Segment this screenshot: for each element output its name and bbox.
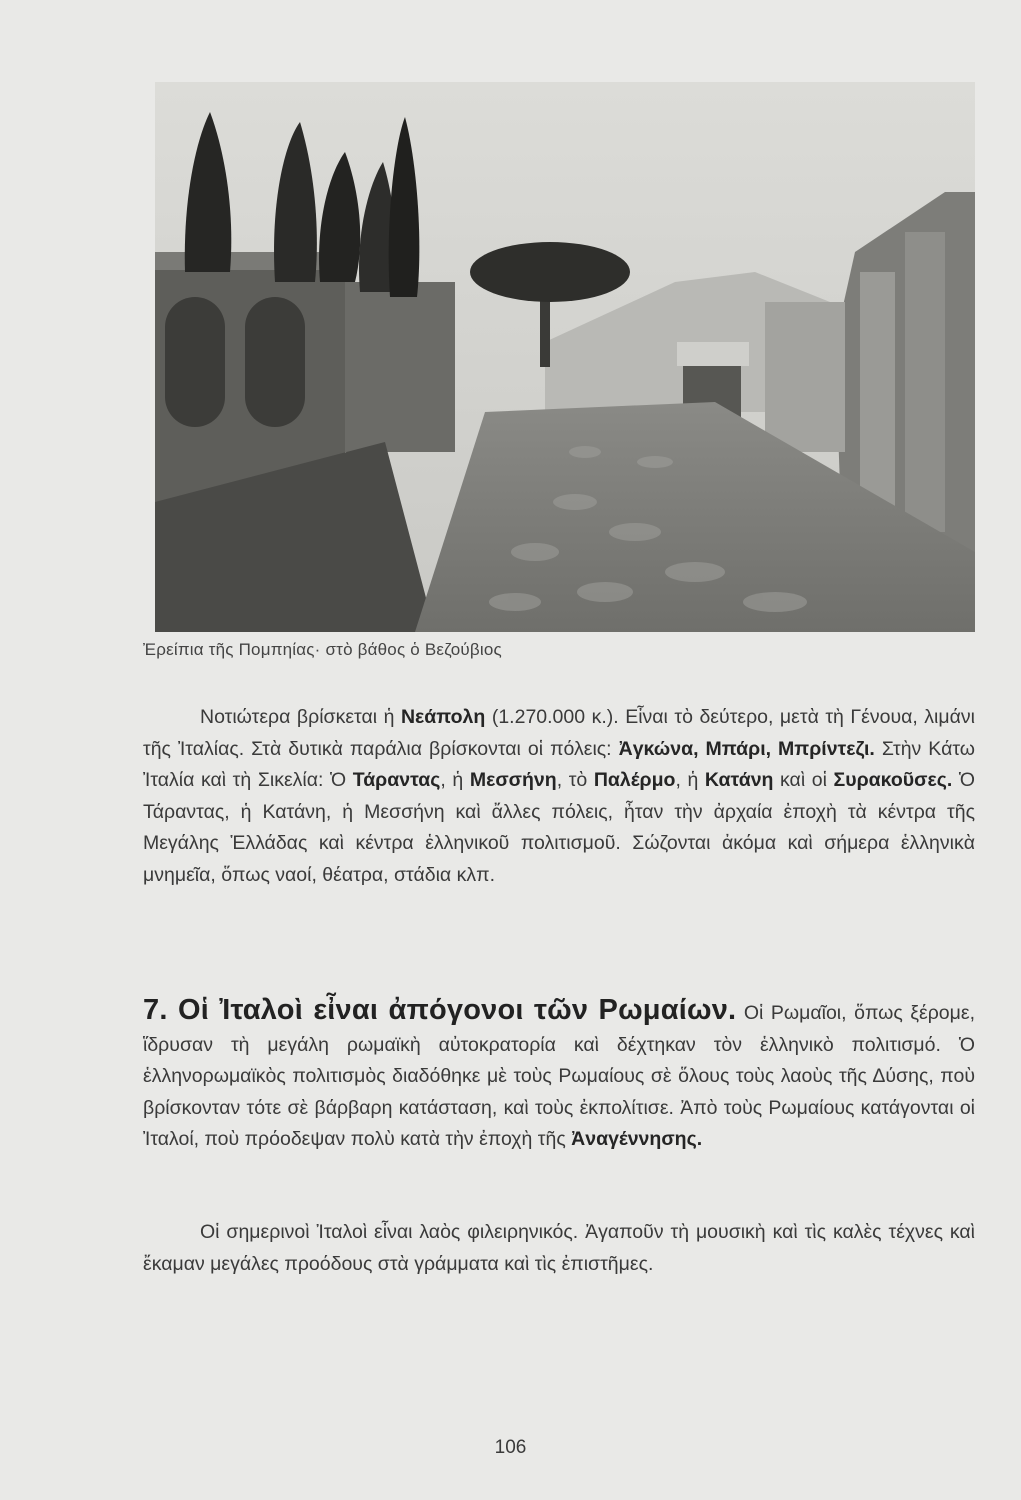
text-run: Στὴν Κάτω Ἰταλία καὶ τὴ Σικελία: Ὁ (143, 737, 975, 791)
pompeii-photo (155, 82, 975, 632)
text-run: Ὁ Τάραντας, ἡ Κατάνη, ἡ Μεσσήνη καὶ ἄλλες πόλεις, ἦταν τὴν ἀρχαία ἐποχὴ τὰ κέντρα τῆς Μεγάλης Ἑλλάδας καὶ κέντρα ἑλληνικοῦ πολιτισμοῦ. Σώζονται ἀκόμα καὶ σήμερα ἑλληνικὰ μνημεῖα, ὅπως ναοί, θέατρα, στάδια κλπ. (143, 769, 975, 886)
figure-caption: Ἐρείπια τῆς Πομπηίας· στὸ βάθος ὁ Βεζούβιος (143, 640, 502, 659)
paragraph-cities (143, 702, 975, 891)
bold-term: Νεάπολη (400, 706, 486, 728)
text-run: Νοτιώτερα βρίσκεται ἡ (200, 706, 401, 728)
page-number: 106 (494, 1437, 527, 1458)
text-run: καὶ οἱ (773, 769, 834, 791)
text-run: (1.270.000 κ.). Εἶναι τὸ δεύτερο, μετὰ τὴ Γένουα, λιμάνι τῆς Ἰταλίας. Στὰ δυτικὰ παράλια βρίσκονται οἱ πόλεις: (143, 706, 975, 760)
bold-term: Μεσσήνη (469, 769, 557, 791)
text-run: , ἡ (440, 769, 470, 791)
bold-term: Ἀναγέννησης. (571, 1128, 703, 1150)
text-run: Οἱ Ρωμαῖοι, ὅπως ξέρομε, ἵδρυσαν τὴ μεγάλη ρωμαϊκὴ αὐτοκρατορία καὶ δέχτηκαν τὸν ἑλληνικὸ πολιτισμό. Ὁ ἑλληνορωμαϊκὸς πολιτισμὸς διαδόθηκε μὲ τοὺς Ρωμαίους σὲ ὅλους τοὺς λαοὺς τῆς Δύσης, ποὺ βρίσκονταν τότε σὲ βάρβαρη κατάσταση, καὶ τοὺς ἐκπολίτισε. Ἀπὸ τοὺς Ρωμαίους κατάγονται οἱ Ἰταλοί, ποὺ πρόοδεψαν πολὺ κατὰ τὴν ἐποχὴ τῆς (143, 1002, 975, 1150)
text-run: , τὸ (556, 769, 594, 791)
bold-term: Συρακοῦσες. (833, 769, 953, 791)
text-run: , ἡ (675, 769, 705, 791)
section-7-paragraph (143, 995, 975, 1156)
photo-pompeii-ruins-icon (155, 82, 975, 632)
section-heading: 7. Οἱ Ἰταλοὶ εἶναι ἀπόγονοι τῶν Ρωμαίων. (143, 994, 737, 1026)
bold-term: Κατάνη (704, 769, 774, 791)
bold-term: Παλέρμο (593, 769, 676, 791)
bold-term: Τάραντας (352, 769, 441, 791)
paragraph-modern-italians: Οἱ σημερινοὶ Ἰταλοὶ εἶναι λαὸς φιλειρηνικός. Ἀγαποῦν τὴ μουσικὴ καὶ τὶς καλὲς τέχνες καὶ ἔκαμαν μεγάλες προόδους στὰ γράμματα καὶ τὶς ἐπιστῆμες. (143, 1221, 975, 1275)
bold-term: Ἀγκώνα, Μπάρι, Μπρίντεζι. (618, 737, 875, 760)
